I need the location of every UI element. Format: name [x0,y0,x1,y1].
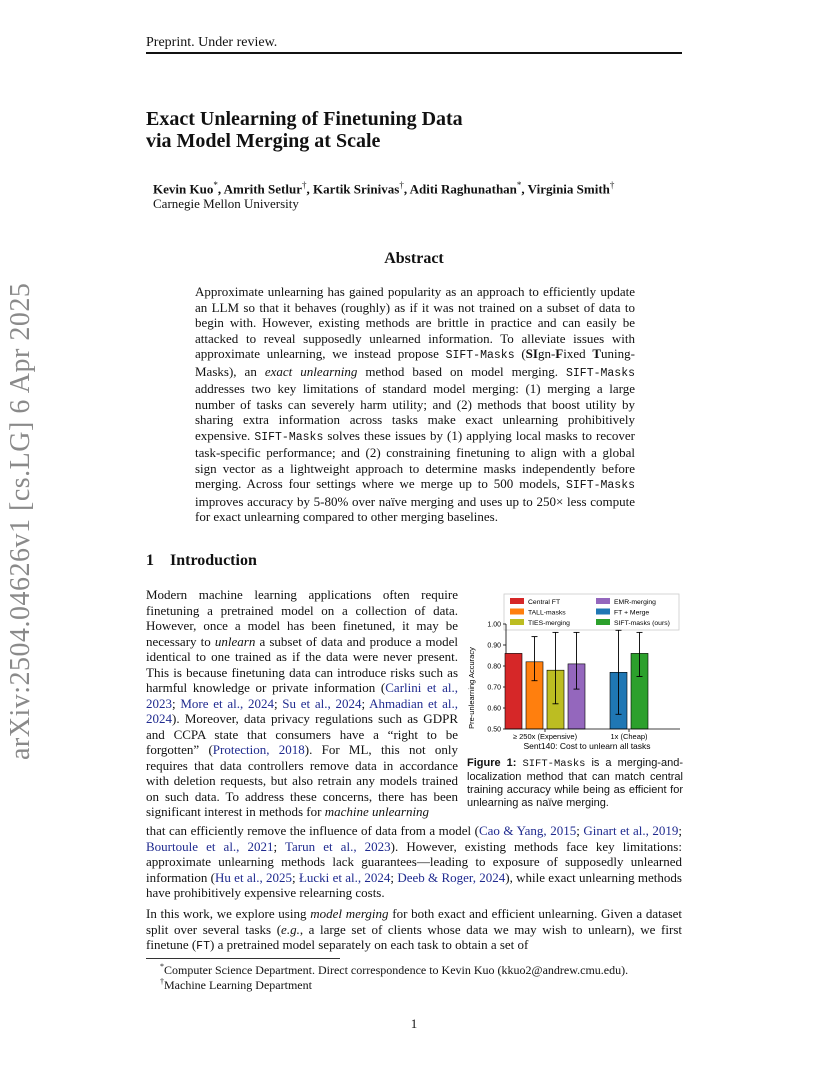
body-text: a subset of data and produce a model identical to one trained as if the data were never present. This is because finetuning data can introduce risks such as harmful knowledge or private information ( [146,633,458,695]
body-text: ). Moreover, data privacy regulations such as GDPR and CCPA state that consumers have a “right to be forgotten” ( [146,711,458,757]
body-text: ). For ML, this not only requires that data controllers remove data in accordance with deletion requests, but also retrain any models trained on such data. To address these concerns, there has been significant interest in methods for [146,742,458,819]
caption-label: Figure 1: [467,757,523,769]
footnote-text: Machine Learning Department [164,978,312,992]
emphasis: e.g. [281,921,300,937]
method-name: SIFT-Masks [565,479,635,492]
bar [505,653,522,729]
body-text: ; [273,838,285,854]
abstract-text: method based on model merging. [357,363,566,379]
body-text: ; [361,695,370,711]
x-tick-label: ≥ 250x (Expensive) [512,732,578,741]
author-name: Kevin Kuo [153,181,214,197]
citation-link[interactable]: Cao & Yang, 2015 [478,823,577,838]
legend-label: SIFT-masks (ours) [614,620,670,627]
body-text: ; [678,823,682,838]
body-text: ; [390,869,398,885]
citation-link[interactable]: Ahmadian et al., 2024 [146,695,458,726]
method-name: SIFT-Masks [565,366,635,380]
section-title: Introduction [170,552,257,569]
citation-link[interactable]: Bourtoule et al., 2021 [146,838,274,854]
legend-label: Central FT [528,599,561,606]
body-text: In this work, we explore using [146,906,311,921]
body-text: ) a pretrained model separately on each task to obtain a set of [209,937,529,952]
body-text: Modern machine learning applications often require finetuning a pretrained model on a collection of data. However, once a model has been finetuned, it may be necessary to [146,587,458,649]
body-text: ; [292,869,299,885]
body-text: for both exact and efficient unlearning. Given a dataset split over several tasks ( [146,906,683,937]
body-text: ; [172,695,181,711]
abstract-text: ixed [563,346,593,361]
y-tick-label: 0.80 [487,663,501,671]
author-mark: † [609,180,615,190]
body-text: that can efficiently remove the influence of data from a model ( [146,823,479,838]
legend-swatch [510,609,524,615]
body-text: ), while exact unlearning methods have prohibitively expensive relearning costs. [146,869,682,900]
affiliation: Carnegie Mellon University [153,196,299,211]
y-tick-label: 1.00 [487,621,501,629]
method-name: SIFT-Masks [445,349,515,362]
footnote-text: Computer Science Department. Direct correspondence to Kevin Kuo (kkuo2@andrew.cmu.edu). [164,963,629,977]
title-line-2: via Model Merging at Scale [146,130,381,152]
abstract-text: addresses two key limitations of standard model merging: (1) merging a large number of tasks can severely harm utility; and (2) methods that boost utility by sharing extra information across tasks make exact unlearning prohibitively expensive. [195,381,635,443]
caption-text: is a merging-and-localization method that can match central training accuracy while being as efficient for unlearning as naïve merging. [467,757,683,809]
legend-label: TALL-masks [528,609,566,617]
section-heading [146,552,257,570]
y-tick-label: 0.50 [487,726,501,734]
figure-caption [467,757,683,810]
author-name: Amrith Setlur [223,181,302,197]
paper-title [146,108,463,152]
intro-paragraph-2 [146,906,682,955]
citation-link[interactable]: Protection, 2018 [212,742,305,757]
citation-link[interactable]: Carlini et al., 2023 [146,680,458,711]
body-text: ). However, existing methods face key limitations: approximate unlearning methods lack guarantees—leading to exposure of supposedly unlearned information ( [146,838,682,885]
author-name: Aditi Raghunathan [409,181,517,197]
emphasis: exact unlearning [264,363,358,379]
body-text: ; [576,823,584,838]
abstract-text: ( [514,346,526,361]
citation-link[interactable]: Deeb & Roger, 2024 [397,869,506,885]
intro-paragraph-1-continued [146,823,682,901]
legend [504,594,679,630]
citation-link[interactable]: Łucki et al., 2024 [298,869,391,885]
intro-paragraph-1 [146,587,458,820]
author-mark: † [301,180,307,190]
y-tick-label: 0.70 [487,684,501,692]
acronym-letter: T [592,346,602,361]
x-axis-label: Sent140: Cost to unlearn all tasks [523,741,651,751]
footnote-1 [160,962,628,978]
legend-swatch [596,619,610,625]
page-number: 1 [410,1016,418,1031]
footnote-2 [160,977,312,993]
abstract-text: improves accuracy by 5-80% over naïve merging and uses up to 250× less compute for exact unlearning compared to other merging baselines. [195,493,635,524]
section-number: 1 [146,552,154,569]
legend-label: TIES-merging [528,620,570,627]
title-line-1: Exact Unlearning of Finetuning Data [146,108,463,130]
abstract-text: Approximate unlearning has gained popularity as an approach to efficiently update an LLM so that it behaves (roughly) as if it was not trained on a subset of data to begin with. However, existing methods are brittle in practice and can easily be attacked to reveal supposedly unlearned information. To alleviate issues with approximate unlearning, we instead propose [195,284,635,361]
emphasis: model merging [310,906,389,921]
author-name: Virginia Smith [527,181,610,197]
x-tick-label: 1x (Cheap) [610,732,648,741]
abstract-text: solves these issues by (1) applying local masks to recover task-specific performance; and (2) constraining finetuning to align with a global sign vector as a lightweight approach to determine masks independently before merging. Across four settings where we merge up to 500 models, [195,427,636,491]
y-tick-label: 0.60 [487,705,501,713]
acronym-letter: SI [525,346,538,361]
citation-link[interactable]: More et al., 2024 [180,695,274,711]
abstract-heading: Abstract [384,250,444,267]
arxiv-stamp: arXiv:2504.04626v1 [cs.LG] 6 Apr 2025 [5,282,36,760]
acronym-letter: F [555,346,564,361]
author-mark: * [516,180,522,190]
legend-swatch [510,619,524,625]
legend-label: FT + Merge [614,609,650,617]
emphasis: unlearn [214,633,256,649]
body-text: , a large set of clients whose data we may wish to unlearn), we first finetune ( [146,921,682,952]
footnote-mark: † [160,977,164,986]
citation-link[interactable]: Hu et al., 2025 [215,869,293,885]
method-name: SIFT-Masks [522,758,586,770]
abstract-text: gn- [537,346,556,361]
legend-swatch [596,598,610,604]
running-header: Preprint. Under review. [146,35,278,50]
footnote-mark: * [160,962,164,971]
author-name: Kartik Srinivas [312,181,400,197]
method-name: FT [196,940,210,953]
legend-swatch [596,609,610,615]
abstract-text: uning-Masks), an [195,346,635,379]
author-list: Kevin Kuo*, Amrith Setlur†, Kartik Srinivas†, Aditi Raghunathan*, Virginia Smith† [153,180,615,197]
figure-1-chart [462,590,684,755]
body-text: ; [273,695,283,711]
citation-link[interactable]: Su et al., 2024 [282,695,362,711]
citation-link[interactable]: Tarun et al., 2023 [285,838,391,854]
abstract-body [195,284,635,525]
author-mark: * [213,180,218,190]
legend-label: EMR-merging [614,599,656,606]
header-rule [146,52,682,54]
footnote-rule [146,958,340,959]
citation-link[interactable]: Ginart et al., 2019 [583,823,679,838]
legend-swatch [510,598,524,604]
author-mark: † [399,180,404,190]
y-tick-label: 0.90 [487,642,501,650]
method-name: SIFT-Masks [254,430,324,444]
y-axis-label: Pre-unlearning Accuracy [467,647,476,729]
emphasis: machine unlearning [324,804,430,819]
